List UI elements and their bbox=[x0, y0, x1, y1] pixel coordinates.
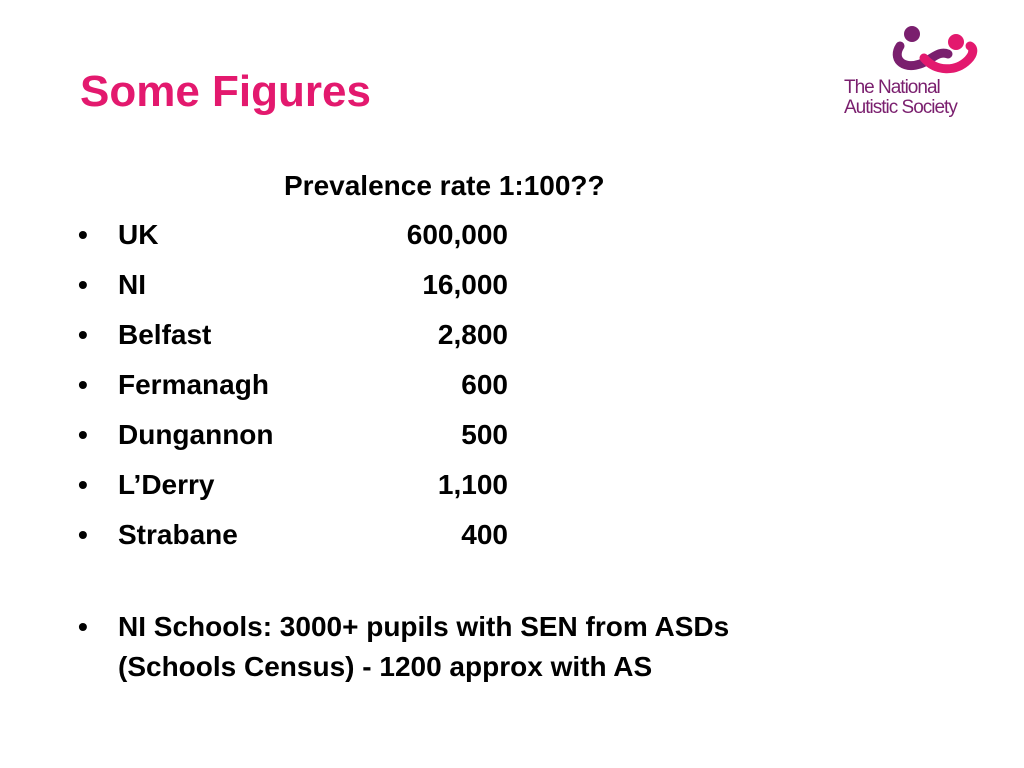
nas-logo bbox=[840, 24, 990, 124]
list-item bbox=[78, 515, 978, 565]
logo-line-1: The National bbox=[844, 77, 940, 98]
bullet: • bbox=[78, 219, 88, 250]
list-item bbox=[78, 215, 978, 265]
place-name: Fermanagh bbox=[118, 369, 269, 400]
people-logo-icon bbox=[840, 24, 990, 84]
logo-text bbox=[844, 78, 957, 118]
place-name: Dungannon bbox=[118, 419, 274, 450]
place-value: 16,000 bbox=[422, 269, 508, 300]
bullet: • bbox=[78, 519, 88, 550]
bullet: • bbox=[78, 369, 88, 400]
place-value: 600,000 bbox=[406, 219, 508, 250]
schools-line-2: (Schools Census) - 1200 approx with AS bbox=[118, 651, 653, 682]
list-item bbox=[78, 415, 978, 465]
schools-line-1: NI Schools: 3000+ pupils with SEN from ASDs bbox=[118, 611, 730, 642]
slide-title: Some Figures bbox=[80, 67, 371, 116]
place-name: NI bbox=[118, 269, 146, 300]
bullet: • bbox=[78, 469, 88, 500]
figures-list bbox=[78, 215, 978, 565]
bullet: • bbox=[78, 611, 88, 642]
place-value: 600 bbox=[461, 369, 508, 400]
bullet: • bbox=[78, 319, 88, 350]
place-value: 500 bbox=[461, 419, 508, 450]
place-name: L’Derry bbox=[118, 469, 215, 500]
place-value: 2,800 bbox=[437, 319, 508, 350]
bullet: • bbox=[78, 419, 88, 450]
schools-note bbox=[78, 607, 938, 687]
prevalence-heading: Prevalence rate 1:100?? bbox=[284, 170, 605, 201]
list-item bbox=[78, 465, 978, 515]
list-item bbox=[78, 365, 978, 415]
place-value: 400 bbox=[461, 519, 508, 550]
list-item bbox=[78, 265, 978, 315]
list-item bbox=[78, 315, 978, 365]
place-name: Strabane bbox=[118, 519, 238, 550]
place-name: UK bbox=[118, 219, 159, 250]
bullet: • bbox=[78, 269, 88, 300]
logo-line-2: Autistic Society bbox=[844, 97, 957, 118]
place-name: Belfast bbox=[118, 319, 212, 350]
place-value: 1,100 bbox=[437, 469, 508, 500]
